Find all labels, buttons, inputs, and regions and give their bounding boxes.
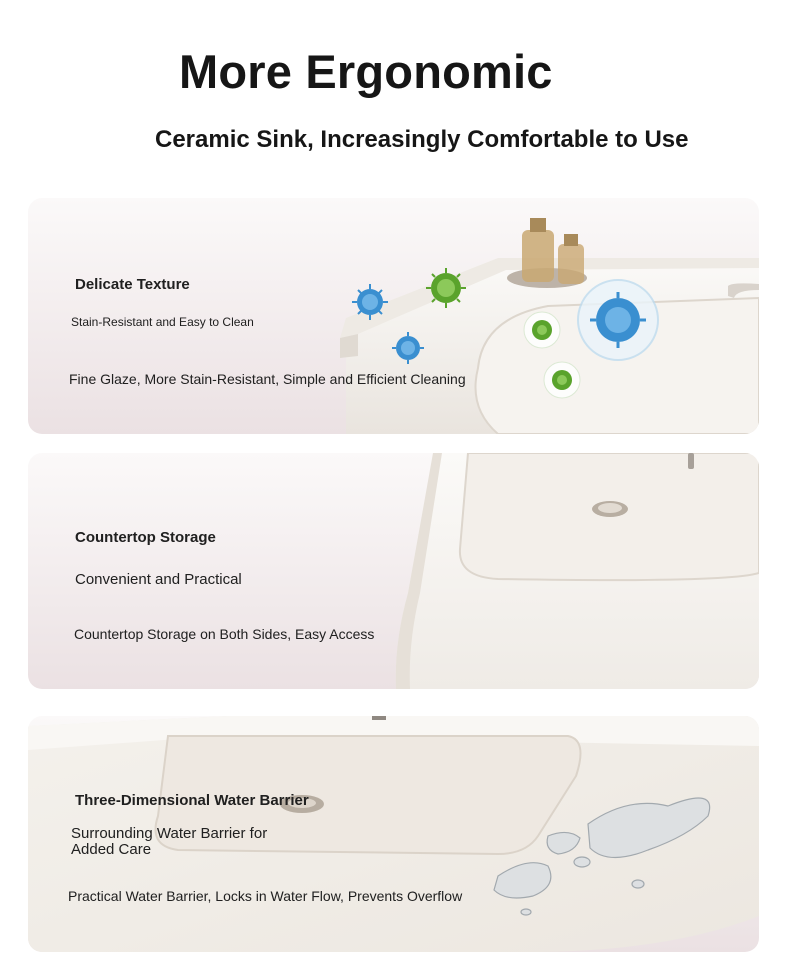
page-subtitle: Ceramic Sink, Increasingly Comfortable to Use [155,126,689,153]
panel-heading: Three-Dimensional Water Barrier [75,792,309,809]
panel-tagline: Convenient and Practical [75,571,242,588]
panel-tagline-line2: Added Care [71,841,152,858]
perfume-bottle-icon [507,218,587,288]
panel-heading: Countertop Storage [75,529,216,546]
faucet-hole-icon [372,716,386,720]
panel-description: Fine Glaze, More Stain-Resistant, Simple and Efficient Cleaning [69,371,466,387]
bacteria-green-icon [544,362,580,398]
feature-panel-storage [28,453,759,689]
drain-icon [592,501,628,517]
feature-panel-water-barrier [28,716,759,952]
panel-heading: Delicate Texture [75,276,190,293]
page-title: More Ergonomic [179,45,553,98]
panel-description: Practical Water Barrier, Locks in Water Flow, Prevents Overflow [68,888,463,904]
bacteria-blue-icon [578,280,658,360]
bacteria-green-icon [426,268,466,308]
feature-panel-texture [28,198,759,434]
bacteria-green-icon [524,312,560,348]
panel-tagline-line1: Surrounding Water Barrier for [71,825,268,842]
faucet-hole-icon [688,453,694,469]
panel-description: Countertop Storage on Both Sides, Easy Access [74,626,375,642]
panel-tagline: Stain-Resistant and Easy to Clean [71,315,254,329]
